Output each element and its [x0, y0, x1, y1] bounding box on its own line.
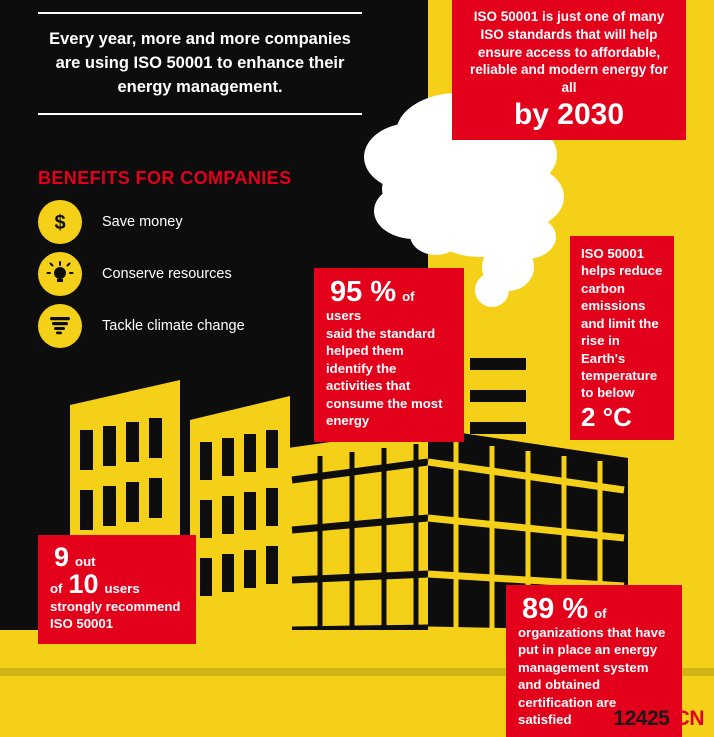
watermark	[613, 707, 704, 731]
benefit-label: Tackle climate change	[102, 318, 245, 334]
benefit-item-conserve-resources	[38, 252, 232, 296]
callout-headline: 95 %	[330, 276, 397, 308]
benefit-label: Save money	[102, 214, 183, 230]
callout-mid-text: out of	[50, 554, 96, 596]
callout-headline-first: 9	[54, 542, 70, 572]
callout-lead: of users	[326, 289, 415, 323]
callout-headline-row	[50, 544, 186, 598]
dollar-sign-icon	[38, 200, 82, 244]
callout-9-out-of-10	[38, 535, 196, 644]
benefit-label: Conserve resources	[102, 266, 232, 282]
callout-body: ISO 50001 helps reduce carbon emissions and limit the rise in Earth's temperature to below	[581, 246, 663, 401]
callout-body: strongly recommend ISO 50001	[50, 599, 181, 632]
callout-headline-row	[326, 278, 454, 325]
callout-body: organizations that have put in place an energy management system and obtained certification are satisfied	[518, 625, 666, 728]
callout-2-degrees	[570, 236, 674, 440]
svg-text:$: $	[54, 212, 66, 234]
callout-headline: 89 %	[522, 593, 589, 625]
callout-95-percent-users	[314, 268, 464, 442]
benefits-title: BENEFITS FOR COMPANIES	[38, 168, 292, 188]
callout-headline: 2 °C	[581, 401, 632, 432]
callout-lead: users	[104, 581, 140, 596]
callout-iso-2030	[452, 0, 686, 140]
callout-lead: of	[594, 606, 607, 621]
watermark-number: 12425	[613, 707, 670, 730]
callout-headline-row	[518, 595, 672, 624]
benefit-item-save-money	[38, 200, 183, 244]
lightbulb-icon	[38, 252, 82, 296]
callout-body: said the standard helped them identify the activities that consume the most energy	[326, 326, 443, 429]
callout-headline: by 2030	[513, 98, 625, 132]
statement-text: Every year, more and more companies are using ISO 50001 to enhance their energy management.	[38, 12, 362, 115]
callout-headline-second: 10	[68, 569, 99, 599]
watermark-domain: .CN	[669, 707, 704, 730]
benefit-item-tackle-climate-change	[38, 304, 245, 348]
callout-body: ISO 50001 is just one of many ISO standards that will help ensure access to affordable, reliable and modern energy for all	[469, 9, 669, 96]
tornado-icon	[38, 304, 82, 348]
